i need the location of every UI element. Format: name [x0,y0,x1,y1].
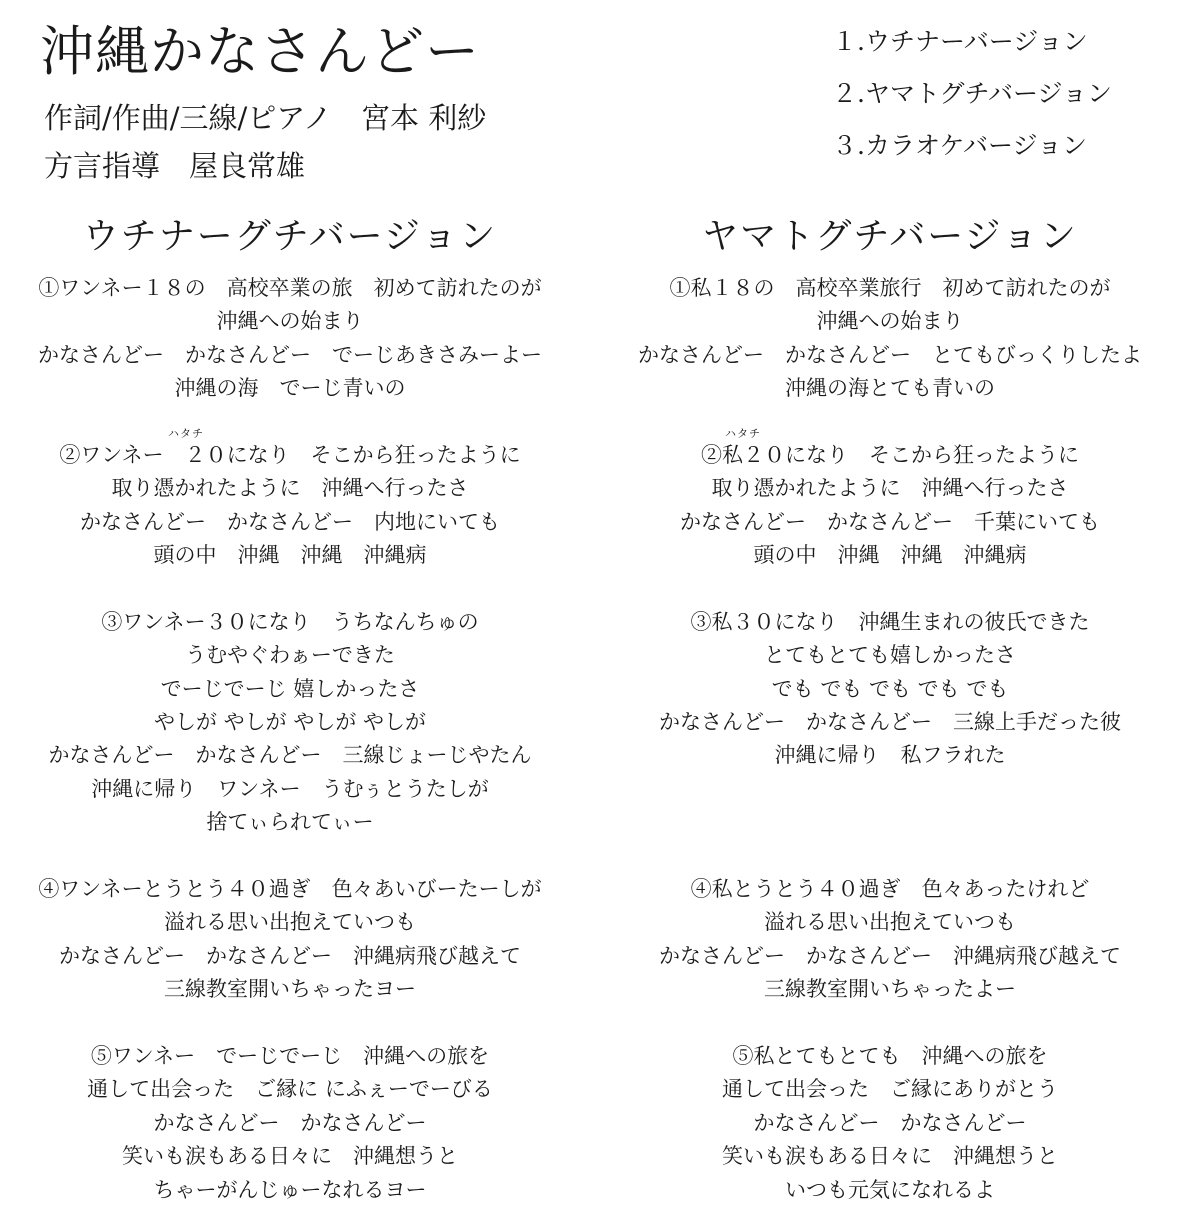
lyric-line: 沖縄への始まり [816,309,964,334]
verse-4 [0,873,590,1007]
verse-5 [0,1040,590,1207]
lyric-line [590,426,1190,472]
lyric-line: かなさんどー かなさんどー [153,1110,427,1135]
furigana: ハタチ [725,426,761,440]
lyric-line: ①私１８の 高校卒業旅行 初めて訪れたのが [669,276,1111,300]
version-list [832,22,1112,178]
lyric-line: ⑤ワンネー でーじでーじ 沖縄への旅を [90,1043,490,1068]
lyric-line: ⑤私とてもとても 沖縄への旅を [732,1043,1048,1068]
version-item: １.ウチナーバージョン [832,27,1088,56]
lyric-line: 取り憑かれたように 沖縄へ行ったさ [711,476,1069,501]
lyric-line: かなさんどー かなさんどー 沖縄病飛び越えて [59,943,521,968]
lyric-line: かなさんどー かなさんどー 三線じょーじやたん [48,743,532,768]
verse-1 [590,272,1190,406]
lyric-line: でも でも でも でも でも [771,676,1009,701]
lyric-line: 通して出会った ご縁にありがとう [722,1077,1058,1102]
song-title: 沖縄かなさんどー [40,20,480,83]
lyric-line: 三線教室開いちゃったヨー [164,977,416,1002]
lyric-line: かなさんどー かなさんどー 沖縄病飛び越えて [659,943,1121,968]
lyric-line: 沖縄への始まり [216,309,364,334]
lyric-line: ④ワンネーとうとう４０過ぎ 色々あいびーたーしが [38,877,542,902]
lyric-text: ②私２０になり そこから狂ったように [701,442,1079,467]
lyric-line: とてもとても嬉しかったさ [764,643,1016,668]
lyric-line: かなさんどー かなさんどー でーじあきさみーよー [38,342,542,367]
lyric-line: 捨てぃられてぃー [206,810,374,835]
lyric-line: ③ワンネー３０になり うちなんちゅの [101,609,479,634]
uchina-column [0,212,590,1207]
yamato-column [590,212,1190,1207]
lyric-line: ③私３０になり 沖縄生まれの彼氏できた [690,609,1090,634]
lyric-line: 頭の中 沖縄 沖縄 沖縄病 [753,543,1027,568]
lyric-line: 笑いも涙もある日々に 沖縄想うと [722,1144,1058,1169]
lyric-line: 笑いも涙もある日々に 沖縄想うと [122,1144,458,1169]
lyric-line: 沖縄の海とても青いの [785,376,995,401]
verse-5 [590,1040,1190,1207]
version-item: ３.カラオケバージョン [832,131,1087,160]
lyric-line: ④私とうとう４０過ぎ 色々あったけれど [690,877,1090,902]
lyric-line: 頭の中 沖縄 沖縄 沖縄病 [153,543,427,568]
lyric-line: 沖縄の海 でーじ青いの [174,376,406,401]
lyric-line: かなさんどー かなさんどー 三線上手だった彼 [659,710,1121,735]
furigana: ハタチ [168,426,204,440]
lyric-line: ①ワンネー１８の 高校卒業の旅 初めて訪れたのが [38,276,542,300]
yamato-title: ヤマトグチバージョン [702,216,1078,257]
lyric-line: 沖縄に帰り 私フラれた [774,743,1006,768]
lyric-line: 三線教室開いちゃったよー [764,977,1016,1002]
lyric-line: 取り憑かれたように 沖縄へ行ったさ [111,476,469,501]
lyric-line [0,426,590,472]
verse-2 [0,426,590,573]
lyric-line: かなさんどー かなさんどー [753,1110,1027,1135]
lyric-text: ②ワンネー ２０になり そこから狂ったように [59,442,521,467]
version-item: ２.ヤマトグチバージョン [832,79,1112,108]
verse-3 [0,606,590,840]
lyric-line: かなさんどー かなさんどー とてもびっくりしたよ [638,342,1142,367]
lyric-line: 通して出会った ご縁に にふぇーでーびる [87,1077,493,1102]
credits-dialect-coach: 方言指導 屋良常雄 [44,149,306,183]
verse-3 [590,606,1190,840]
lyric-line: 溢れる思い出抱えていつも [764,910,1016,935]
lyric-line: かなさんどー かなさんどー 千葉にいても [680,509,1100,534]
lyric-line: やしが やしが やしが やしが [153,710,427,735]
credits-composer: 作詞/作曲/三線/ピアノ 宮本 利紗 [44,101,487,135]
lyric-line: でーじでーじ 嬉しかったさ [160,676,420,701]
lyric-line: かなさんどー かなさんどー 内地にいても [80,509,500,534]
lyric-line: 沖縄に帰り ワンネー うむぅとうたしが [91,776,489,801]
verse-1 [0,272,590,406]
verse-2 [590,426,1190,573]
verse-4 [590,873,1190,1007]
uchina-title: ウチナーグチバージョン [82,216,498,257]
lyric-line: いつも元気になれるよ [785,1177,995,1202]
lyric-line: ちゃーがんじゅーなれるヨー [153,1177,427,1202]
lyric-line: 溢れる思い出抱えていつも [164,910,416,935]
lyric-line: うむやぐわぁーできた [185,643,395,668]
